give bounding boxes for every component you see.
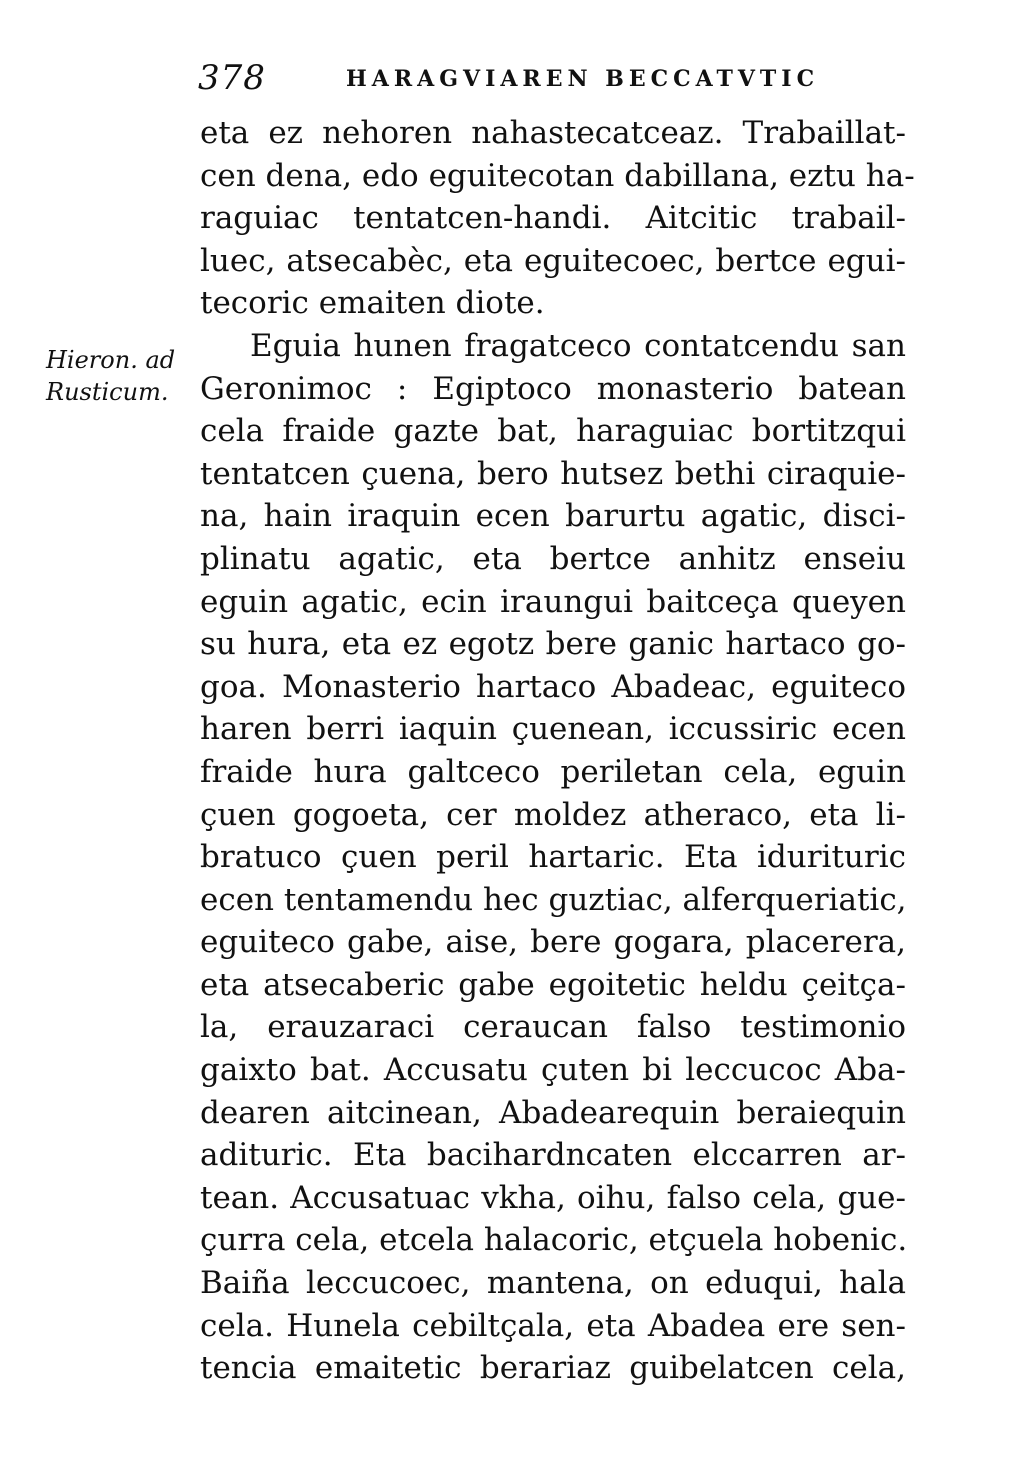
text-line: luec, atsecabèc, eta eguitecoec, bertce egui-	[200, 242, 906, 279]
text-line: raguiac tentatcen-handi. Aitcitic trabail-	[200, 200, 906, 237]
text-line: tencia emaitetic berariaz guibelatcen cela,	[200, 1350, 906, 1387]
text-line: eguin agatic, ecin iraungui baitceça queyen	[200, 583, 906, 620]
text-line: plinatu agatic, eta bertce anhitz enseiu	[200, 540, 906, 577]
text-line: haren berri iaquin çuenean, iccussiric ecen	[200, 711, 906, 748]
text-line: tecoric emaiten diote.	[200, 285, 545, 322]
text-line: cen dena, edo eguitecotan dabillana, eztu ha-	[200, 157, 915, 194]
margin-note	[46, 344, 196, 408]
text-line: na, hain iraquin ecen barurtu agatic, disci-	[200, 498, 906, 535]
text-line: tean. Accusatuac vkha, oihu, falso cela, gue-	[200, 1179, 906, 1216]
page-header	[198, 58, 848, 102]
text-line: goa. Monasterio hartaco Abadeac, eguiteco	[200, 668, 906, 705]
text-line: eta atsecaberic gabe egoitetic heldu çeitça-	[200, 966, 906, 1003]
text-line: cela. Hunela cebiltçala, eta Abadea ere sen-	[200, 1307, 906, 1344]
text-line: dearen aitcinean, Abadearequin beraiequin	[200, 1094, 906, 1131]
margin-note-line: Hieron. ad	[46, 346, 176, 374]
text-line: eguiteco gabe, aise, bere gogara, placerera,	[200, 924, 906, 961]
text-line: Geronimoc : Egiptoco monasterio batean	[200, 370, 906, 407]
text-line: ecen tentamendu hec guztiac, alferqueriatic,	[200, 881, 907, 918]
text-line: fraide hura galtceco periletan cela, eguin	[200, 753, 906, 790]
text-line: çurra cela, etcela halacoric, etçuela hobenic.	[200, 1222, 908, 1259]
running-head: HARAGVIAREN BECCATVTIC	[346, 66, 820, 92]
text-line: tentatcen çuena, bero hutsez bethi ciraquie-	[200, 455, 906, 492]
text-line: cela fraide gazte bat, haraguiac bortitzqui	[200, 413, 906, 450]
body-text	[200, 112, 915, 1390]
text-line: çuen gogoeta, cer moldez atheraco, eta li-	[200, 796, 906, 833]
text-line: gaixto bat. Accusatu çuten bi leccucoc Aba-	[200, 1052, 906, 1089]
text-line: adituric. Eta bacihardncaten elccarren ar-	[200, 1137, 906, 1174]
text-line: la, erauzaraci ceraucan falso testimonio	[200, 1009, 906, 1046]
text-line: eta ez nehoren nahastecatceaz. Trabaillat-	[200, 115, 906, 151]
text-line: Baiña leccucoec, mantena, on eduqui, hala	[200, 1265, 906, 1302]
text-line: su hura, eta ez egotz bere ganic hartaco go-	[200, 626, 906, 663]
text-line: bratuco çuen peril hartaric. Eta idurituric	[200, 839, 906, 876]
page-number: 378	[198, 58, 266, 98]
margin-note-line: Rusticum.	[46, 378, 169, 406]
paragraph-first-line: Eguia hunen fragatceco contatcendu san	[250, 327, 906, 364]
